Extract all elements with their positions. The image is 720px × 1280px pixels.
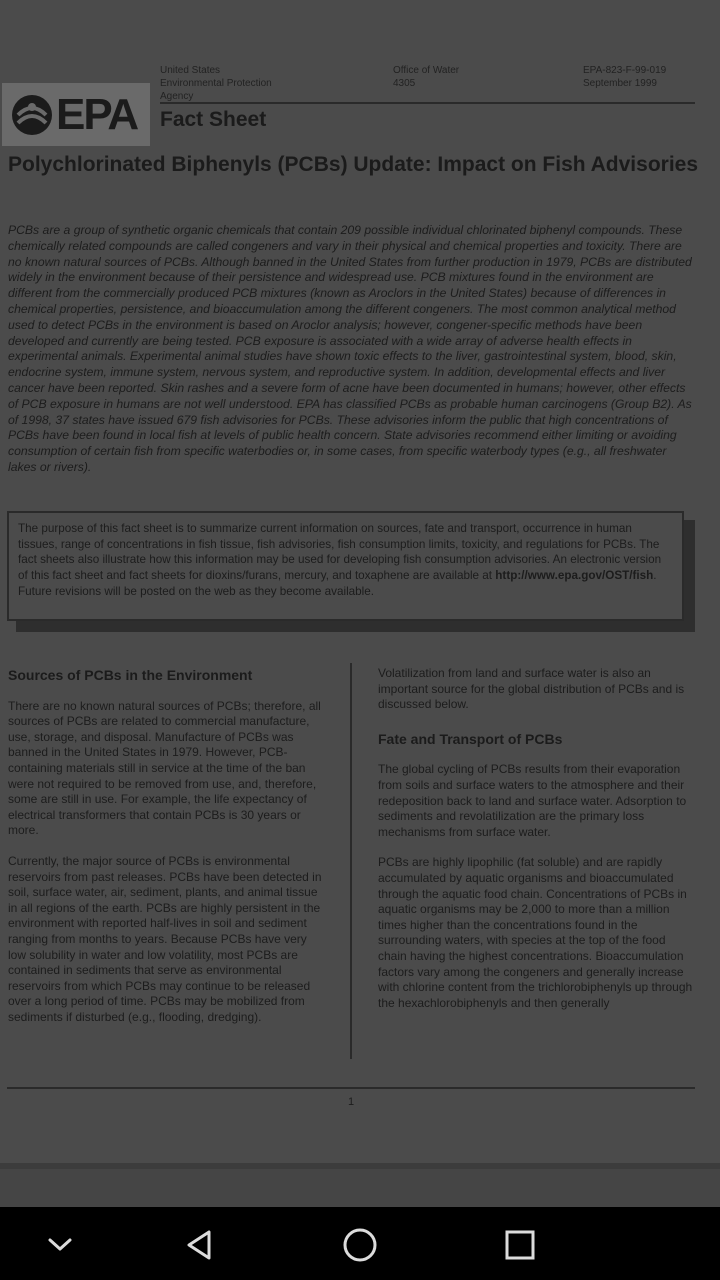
doc-id: EPA-823-F-99-019 xyxy=(583,65,667,76)
intro-paragraph: PCBs are a group of synthetic organic chemicals that contain 209 possible individual chlorinated biphenyl compounds. These chemically related compounds are called congeners and vary in their physical and chemical properties and toxicity. There are no known natural sources of PCBs. Although banned in the United States from further production in 1979, PCBs are distributed widely in the environment because of their persistence and widespread use. PCB mixtures found in the environment are different from the commercially produced PCB mixtures (known as Aroclors in the United States) because of differences in chemical properties, persistence, and bioaccumulation among the different congeners. The most common analytical method used to detect PCBs in the environment is based on Aroclor analysis; however, congener-specific methods have been developed and currently are being tested. PCB exposure is associated with a wide array of adverse health effects in experimental animals. Experimental animal studies have shown toxic effects to the liver, gastrointestinal system, blood, skin, endocrine system, immune system, nervous system, and reproductive system. In addition, developmental effects and liver cancer have been reported. Skin rashes and a severe form of acne have been documented in humans; however, other effects of PCB exposure in humans are not well understood. EPA has classified PCBs as probable human carcinogens (Group B2). As of 1998, 37 states have issued 679 fish advisories for PCBs. These advisories inform the public that high concentrations of PCBs have been found in local fish at levels of public health concern. State advisories recommend either limiting or avoiding consumption of certain fish from specific waterbodies or, in some cases, from specific waterbody types (e.g., all freshwater lakes or rivers). xyxy=(8,223,692,474)
volatilization-paragraph: Volatilization from land and surface water is also an important source for the global distribution of PCBs and is discussed below. xyxy=(378,666,685,712)
epa-emblem-icon xyxy=(10,93,54,137)
left-column xyxy=(8,668,328,1025)
fate-heading: Fate and Transport of PCBs xyxy=(378,730,563,747)
hide-keyboard-button[interactable] xyxy=(40,1225,80,1265)
column-divider xyxy=(350,663,352,1059)
fish-site-link[interactable]: http://www.epa.gov/OST/fish xyxy=(495,569,654,583)
page-number: 1 xyxy=(347,1096,355,1108)
epa-logo-text: EPA xyxy=(56,89,138,139)
fate-paragraph-2: PCBs are highly lipophilic (fat soluble) and are rapidly accumulated by aquatic organisms and bioaccumulated through the aquatic food chain. Concentrations of PCBs in aquatic organisms may be 2,000 to more than a million times higher than the concentrations found in the surrounding waters, with species at the top of the food chain having the highest concentrations. Bioaccumulation factors vary among the congeners and generally increase with chlorine content from the trichlorobiphenyls up through the hexachlorobiphenyls and then generally xyxy=(378,855,693,1010)
header-rule xyxy=(160,102,695,104)
purpose-text-end: . Future revisions will be posted on the web as they become available. xyxy=(18,569,657,598)
agency-name xyxy=(160,64,272,103)
fact-sheet-label: Fact Sheet xyxy=(160,108,267,131)
doc-date: September 1999 xyxy=(583,78,657,89)
home-circle-icon xyxy=(342,1227,378,1263)
agency-line-1: United States xyxy=(160,65,221,76)
purpose-text-start: The purpose of this fact sheet is to summarize current information on sources, fate and transport, occurrence in human tissues, range of concentrations in fish tissue, fish advisories, fish consumption limits, toxicity, and regulations for PCBs. The fact sheets also illustrate how this information may be used for developing fish consumption advisories. An electronic version of this fact sheet and fact sheets for dioxins/furans, mercury, and toxaphene are available at xyxy=(18,522,662,583)
recents-button[interactable] xyxy=(500,1225,540,1265)
sources-paragraph-1: There are no known natural sources of PCBs; therefore, all sources of PCBs are related to commercial manufacture, use, storage, and disposal. Manufacture of PCBs was banned in the United States in 1979. However, PCB-containing materials still in service at the time of the ban were not required to be removed from use, and, therefore, some are still in use. For example, the life expectancy of electrical transformers that contain PCBs is 30 years or more. xyxy=(8,698,321,838)
page-title: Polychlorinated Biphenyls (PCBs) Update: Impact on Fish Advisories xyxy=(8,153,699,176)
agency-line-2: Environmental Protection xyxy=(160,78,272,89)
recents-square-icon xyxy=(503,1228,537,1262)
viewer-bottom-strip xyxy=(0,1169,720,1207)
chevron-down-icon xyxy=(45,1235,75,1255)
agency-line-3: Agency xyxy=(160,91,194,102)
sources-heading: Sources of PCBs in the Environment xyxy=(8,667,253,683)
system-navigation-bar xyxy=(0,1207,720,1280)
office-line-1: Office of Water xyxy=(393,65,460,76)
right-column xyxy=(378,666,696,1011)
fate-paragraph-1: The global cycling of PCBs results from their evaporation from soils and surface waters to the atmosphere and their redeposition back to land and surface water. Adsorption to sediments and revolatilization are the primary loss mechanisms from surface water. xyxy=(378,762,687,839)
office-line-2: 4305 xyxy=(393,78,416,89)
document-id xyxy=(583,64,666,90)
purpose-box xyxy=(7,511,684,621)
home-button[interactable] xyxy=(340,1225,380,1265)
back-button[interactable] xyxy=(180,1225,220,1265)
epa-logo xyxy=(2,83,150,146)
back-triangle-icon xyxy=(183,1228,217,1262)
footer-rule xyxy=(7,1087,695,1089)
office-info xyxy=(393,64,459,90)
sources-paragraph-2: Currently, the major source of PCBs is environmental reservoirs from past releases. PCBs have been detected in soil, surface water, air, sediment, plants, and animal tissue in all regions of the earth. PCBs are highly persistent in the environment with reported half-lives in soil and sediment ranging from months to years. Because PCBs have very low solubility in water and low volatility, most PCBs are contained in sediments that serve as environmental reservoirs from which PCBs may continue to be released over a long period of time. PCBs may be mobilized from sediments if disturbed (e.g., flooding, dredging). xyxy=(8,853,322,1024)
